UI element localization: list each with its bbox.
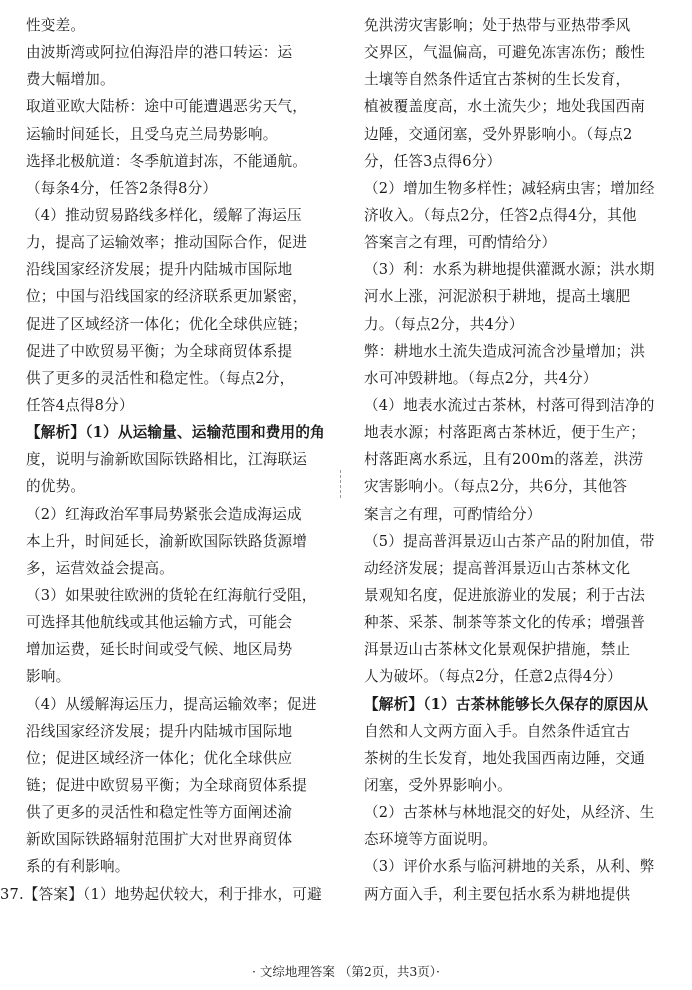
text-line: 链；促进中欧贸易平衡；为全球商贸体系提 bbox=[26, 776, 308, 794]
text-line: 地表水源；村落距离古茶林近，便于生产； bbox=[364, 424, 646, 442]
question-37-answer-line: 37.【答案】（1）地势起伏较大，利于排水，可避 bbox=[0, 885, 322, 903]
text-line: 供了更多的灵活性和稳定性等方面阐述渝 bbox=[26, 804, 293, 822]
text-line: 费大幅增加。 bbox=[26, 71, 115, 89]
text-line: 景观知名度，促进旅游业的发展；利于古法 bbox=[364, 586, 646, 604]
text-line: （4）推动贸易路线多样化，缓解了海运压 bbox=[26, 206, 302, 224]
text-line: 自然和人文两方面入手。自然条件适宜古 bbox=[364, 722, 631, 740]
text-line: 植被覆盖度高，水土流失少；地处我国西南 bbox=[364, 98, 646, 116]
text-line: （2）红海政治军事局势紧张会造成海运成 bbox=[26, 505, 302, 523]
text-line: （4）从缓解海运压力，提高运输效率；促进 bbox=[26, 695, 317, 713]
text-line: 村落距离水系远，且有200m的落差，洪涝 bbox=[364, 451, 644, 469]
text-line: 力。（每点2分，共4分） bbox=[364, 315, 524, 333]
text-line: 新欧国际铁路辐射范围扩大对世界商贸体 bbox=[26, 831, 293, 849]
text-line: 两方面入手，利主要包括水系为耕地提供 bbox=[364, 885, 631, 903]
text-line: 由波斯湾或阿拉伯海沿岸的港口转运：运 bbox=[26, 44, 293, 62]
text-line: 促进了中欧贸易平衡；为全球商贸体系提 bbox=[26, 342, 293, 360]
column-divider bbox=[340, 470, 341, 498]
text-line: 济收入。（每点2分，任答2点得4分，其他 bbox=[364, 206, 637, 224]
text-line: （2）古茶林与林地混交的好处，从经济、生 bbox=[364, 804, 655, 822]
text-line: （3）如果驶往欧洲的货轮在红海航行受阻， bbox=[26, 586, 317, 604]
text-line: 案言之有理，可酌情给分） bbox=[364, 505, 542, 523]
text-line: （5）提高普洱景迈山古茶产品的附加值，带 bbox=[364, 532, 655, 550]
text-line: 灾害影响小。（每点2分，共6分，其他答 bbox=[364, 478, 628, 496]
text-line: 人为破坏。（每点2分，任意2点得4分） bbox=[364, 668, 622, 686]
text-line: 任答4点得8分） bbox=[26, 396, 134, 414]
text-line: 增加运费，延长时间或受气候、地区局势 bbox=[26, 641, 293, 659]
analysis-heading-line: 【解析】（1）从运输量、运输范围和费用的角 bbox=[26, 424, 325, 442]
text-line: 沿线国家经济发展；提升内陆城市国际地 bbox=[26, 722, 293, 740]
text-line: 多，运营效益会提高。 bbox=[26, 559, 174, 577]
text-line: （4）地表水流过古茶林，村落可得到洁净的 bbox=[364, 396, 655, 414]
text-line: 边陲，交通闭塞，受外界影响小。（每点2 bbox=[364, 125, 633, 143]
page-footer: · 文综地理答案 （第2页，共3页）· bbox=[251, 964, 441, 979]
text-line: 运输时间延长，且受乌克兰局势影响。 bbox=[26, 125, 278, 143]
analysis-heading-line: 【解析】（1）古茶林能够长久保存的原因从 bbox=[364, 695, 649, 713]
text-line: （3）利：水系为耕地提供灌溉水源；洪水期 bbox=[364, 261, 655, 279]
left-column bbox=[0, 12, 330, 908]
text-line: 本上升，时间延长，渝新欧国际铁路货源增 bbox=[26, 532, 308, 550]
text-line: 茶树的生长发育，地处我国西南边陲，交通 bbox=[364, 749, 646, 767]
text-line: 种茶、采茶、制茶等茶文化的传承；增强普 bbox=[364, 614, 646, 632]
right-column bbox=[364, 12, 670, 908]
text-line: 河水上涨，河泥淤积于耕地，提高土壤肥 bbox=[364, 288, 631, 306]
text-line: 态环境等方面说明。 bbox=[364, 831, 498, 849]
text-line: （每条4分，任答2条得8分） bbox=[26, 179, 218, 197]
text-line: 弊：耕地水土流失造成河流含沙量增加；洪 bbox=[364, 342, 646, 360]
text-line: 免洪涝灾害影响；处于热带与亚热带季风 bbox=[364, 17, 631, 34]
text-line: 选择北极航道：冬季航道封冻，不能通航。 bbox=[26, 152, 308, 170]
text-line: 交界区，气温偏高，可避免冻害冻伤；酸性 bbox=[364, 44, 646, 62]
text-line: 土壤等自然条件适宜古茶树的生长发育， bbox=[364, 71, 631, 89]
text-line: 影响。 bbox=[26, 668, 71, 686]
text-line: 促进了区域经济一体化；优化全球供应链； bbox=[26, 315, 308, 333]
text-line: 取道亚欧大陆桥：途中可能遭遇恶劣天气， bbox=[26, 98, 308, 116]
text-line: 可选择其他航线或其他运输方式，可能会 bbox=[26, 614, 293, 632]
text-line: 动经济发展；提高普洱景迈山古茶林文化 bbox=[364, 559, 631, 577]
text-line: 分，任答3点得6分） bbox=[364, 152, 502, 170]
text-line: 度，说明与渝新欧国际铁路相比，江海联运 bbox=[26, 451, 308, 469]
text-line: 系的有利影响。 bbox=[26, 858, 130, 876]
text-line: 位；促进区域经济一体化；优化全球供应 bbox=[26, 749, 293, 767]
text-line: 供了更多的灵活性和稳定性。（每点2分， bbox=[26, 369, 295, 387]
text-line: 闭塞，受外界影响小。 bbox=[364, 776, 512, 794]
text-line: （3）评价水系与临河耕地的关系，从利、弊 bbox=[364, 858, 655, 876]
text-line: 力，提高了运输效率；推动国际合作，促进 bbox=[26, 234, 308, 252]
text-line: 的优势。 bbox=[26, 478, 86, 496]
text-line: 水可冲毁耕地。（每点2分，共4分） bbox=[364, 369, 598, 387]
text-line: 答案言之有理，可酌情给分） bbox=[364, 234, 557, 252]
text-line: 性变差。 bbox=[26, 17, 86, 34]
text-line: 位；中国与沿线国家的经济联系更加紧密， bbox=[26, 288, 308, 306]
text-line: （2）增加生物多样性；减轻病虫害；增加经 bbox=[364, 179, 655, 197]
text-line: 沿线国家经济发展；提升内陆城市国际地 bbox=[26, 261, 293, 279]
text-line: 洱景迈山古茶林文化景观保护措施，禁止 bbox=[364, 641, 631, 659]
